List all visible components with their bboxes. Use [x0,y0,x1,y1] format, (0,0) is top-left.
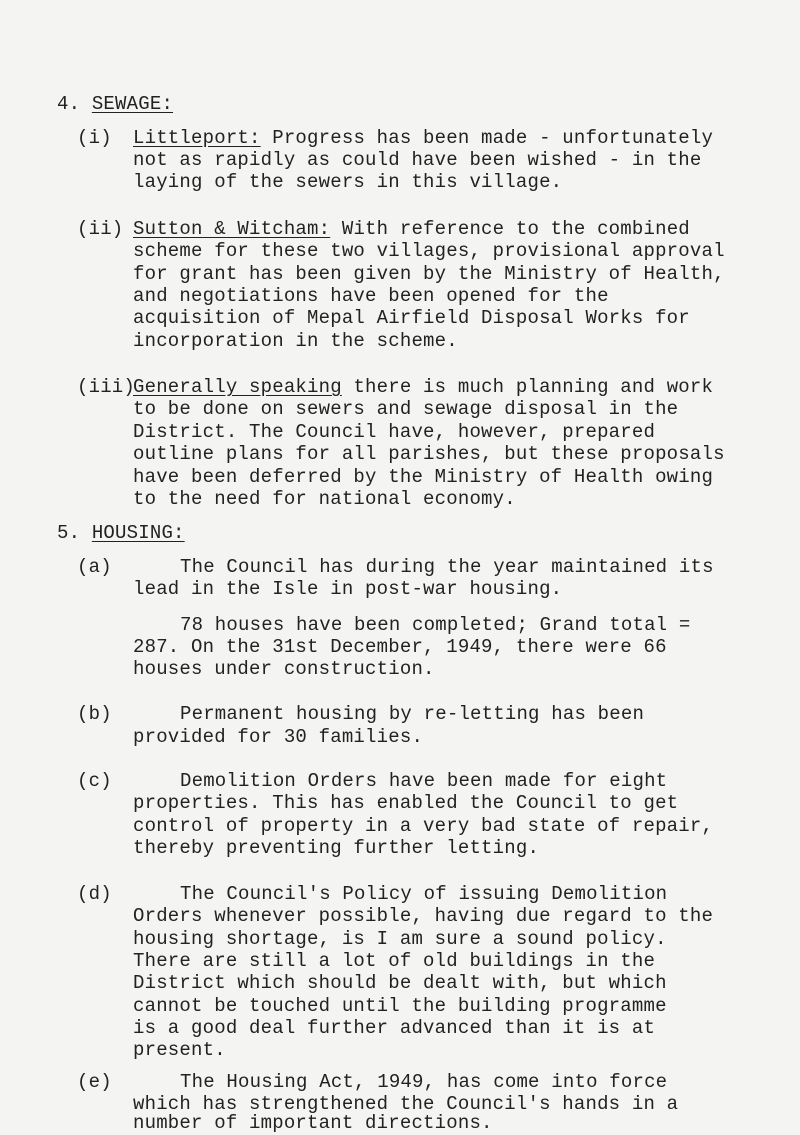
text-line: 287. On the 31st December, 1949, there were 66 [133,636,667,658]
text-line: The Council has during the year maintained its [180,556,714,578]
text-line: laying of the sewers in this village. [133,171,563,193]
text-line: and negotiations have been opened for the [133,285,609,307]
text-line: cannot be touched until the building programme [133,995,667,1017]
text-line: have been deferred by the Ministry of Health owing [133,466,714,488]
text-line: Demolition Orders have been made for eight [180,770,668,792]
item-title: Sutton & Witcham: [133,218,331,240]
text-line: scheme for these two villages, provisional approval [133,240,725,262]
text-line: 78 houses have been completed; Grand total = [180,614,691,636]
text-line: Orders whenever possible, having due regard to the [133,905,714,927]
item-first-line: Littleport: Progress has been made - unfortunately [133,127,714,149]
section-heading-sewage: 4. SEWAGE: [57,93,174,115]
text-line: is a good deal further advanced than it is at [133,1017,656,1039]
item-title: Generally speaking [133,376,342,398]
text-line: The Housing Act, 1949, has come into force [180,1071,668,1093]
text-line: properties. This has enabled the Council to get [133,792,679,814]
item-first-line: Generally speaking there is much planning and work [133,376,714,398]
text-line: not as rapidly as could have been wished - in the [133,149,702,171]
section-heading-housing: 5. HOUSING: [57,522,185,544]
text-line: There are still a lot of old buildings in the [133,950,656,972]
text-line: housing shortage, is I am sure a sound policy. [133,928,667,950]
text-line: thereby preventing further letting. [133,837,540,859]
text-line: for grant has been given by the Ministry of Health, [133,263,725,285]
item-marker: (e) [77,1071,112,1093]
item-marker: (i) [77,127,112,149]
text-line: provided for 30 families. [133,726,424,748]
text-line: lead in the Isle in post-war housing. [133,578,563,600]
item-marker: (a) [77,556,112,578]
text-line: Permanent housing by re-letting has been [180,703,645,725]
text-line: which has strengthened the Council's hands in a [133,1093,679,1115]
text-line: District which should be dealt with, but which [133,972,667,994]
text-line: incorporation in the scheme. [133,330,458,352]
text-line: number of important directions. [133,1112,493,1134]
text-line: to be done on sewers and sewage disposal in the [133,398,679,420]
text-line: The Council's Policy of issuing Demolition [180,883,668,905]
item-marker: (ii) [77,218,124,240]
item-title: Littleport: [133,127,261,149]
item-marker: (d) [77,883,112,905]
text-line: houses under construction. [133,658,435,680]
text-line: to the need for national economy. [133,488,516,510]
text-line: control of property in a very bad state of repair, [133,815,714,837]
text-line: present. [133,1039,226,1061]
item-first-line: Sutton & Witcham: With reference to the combined [133,218,690,240]
text-line: outline plans for all parishes, but these proposals [133,443,725,465]
text-line: District. The Council have, however, prepared [133,421,656,443]
item-marker: (c) [77,770,112,792]
text-line: acquisition of Mepal Airfield Disposal Works for [133,307,690,329]
item-marker: (iii) [77,376,136,398]
item-marker: (b) [77,703,112,725]
